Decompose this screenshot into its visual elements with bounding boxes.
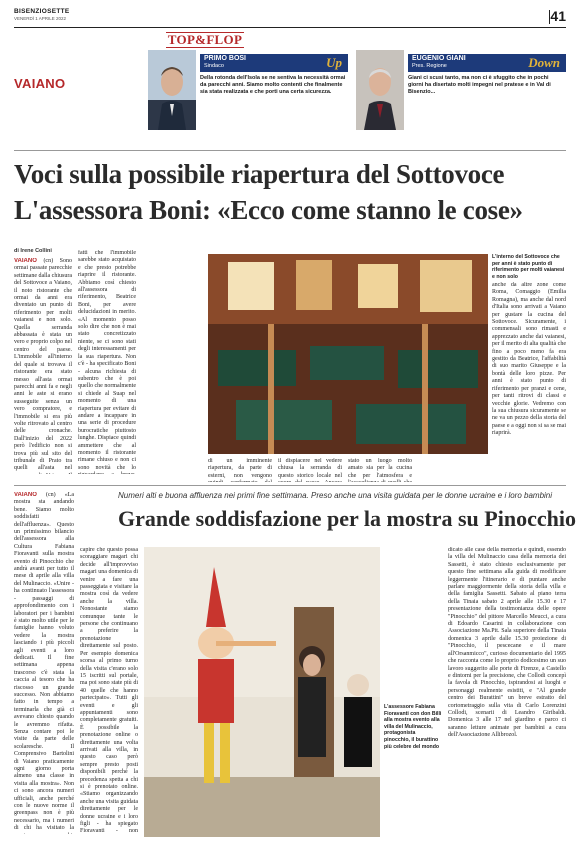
up-name: PRIMO BOSI xyxy=(204,55,247,62)
down-verdict: Down xyxy=(528,55,560,70)
article2-column-2: capire che questo possa scoraggiare magari chi decide all'improvviso magari una domenica di venire a fare una passeggiata e visitare la mostra così da vedere anche la villa. Nonostante siamo comunque tante le persone che continuano a preferire la prenotazione direttamente sul posto. Per esempio domenica scorsa al primo turno della visita c'erano solo 15 iscritti sul portale, ma poi sono state più di 40 quelle che hanno partecipato». Tutti gli eventi e gli appuntamenti sono completamente gratuiti. È possibile la prenotazione online o direttamente una volta arrivati alla villa, in questo caso però sempre presto posti disponibili perché la precedenza spetta a chi si è prenotato online. «Stiamo organizzando anche una visita guidata direttamente per le donne ucraine e i loro figli - ha spiegato Fioravanti - non xyxy=(80,547,138,834)
divider xyxy=(14,485,566,486)
article1-column-3: di un imminente riapertura, da parte di esterni, non vengono xyxy=(208,458,272,479)
pinocchio-exhibition-photo xyxy=(144,547,380,837)
up-name-bar xyxy=(200,54,348,72)
top-box xyxy=(148,50,348,130)
restaurant-interior-photo xyxy=(208,254,488,454)
article2-kicker: Numeri alti e buona affluenza nei primi fine settimana. Preso anche una visita guidata per le donne ucraine e i loro bambini xyxy=(118,491,553,500)
up-text: Della rotonda dell'Isola se ne sentiva la necessità ormai da parecchi anni. Siamo molto contenti che finalmente sia stata realizzata e che porti una certa sicurezza. xyxy=(200,75,346,96)
down-name-bar xyxy=(408,54,566,72)
article1-column-1 xyxy=(14,258,72,474)
article1-column-5: stato un luogo molto amato sia per la cucina che per l'atmosfera e xyxy=(348,458,412,479)
flop-box xyxy=(356,50,566,130)
dateline-tag: (cn) xyxy=(43,258,54,264)
down-name: EUGENIO GIANI xyxy=(412,55,466,62)
article1-headline-line2: L'assessora Boni: «Ecco come stanno le cose» xyxy=(14,195,523,225)
article1-byline: di Irene Collini xyxy=(14,248,52,254)
article2-column-1 xyxy=(14,492,74,834)
up-role: Sindaco xyxy=(204,63,224,69)
article2-col1-text: «La mostra sta andando bene. Siamo molto soddisfatti dell'affluenza». Questo un primissimo bilancio dell'assessora alla Cultura Fabiana Fioravanti sulla mostra evento di Pinocchio che andrà avanti per tutto il mese di aprile alla villa del Mulinaccio. «Unire - ha continuato l'assessora - passaggi di approfondimento con i laboratori per i bambini è stato molto utile per le famiglie hanno voluto vedere la mostra lasciando i più piccoli agli eventi a loro dedicati. Il fine settimana appena trascorso c'è stata la caccia al tesoro che ha riscosso un grande successo. Non abbiamo fatto in tempo a terminarla che già ci avevano chiesto quando le avremmo rifatta. Senza contare poi le visite da parte delle scolaresche. Il Comprensivo Bartolini di Vaiano praticamente ogni giorno porta almeno una classe in visita alla mostra». Non ci sono ancora numeri ufficiali, anche perché con le nuove norme il greenpass non è più necessario, ma i numeri di chi ha visitato la xyxy=(14,492,74,832)
dateline: VAIANO xyxy=(14,492,37,498)
photo1-caption: L'interno del Sottovoce che per anni è stato punto di riferimento per molti vaianesi e non solo xyxy=(492,254,565,280)
article1-column-2: fatti che l'immobile sarebbe stato acquistato e che presto potrebbe riaprire il ristorante. Abbiamo così chiesto all'assessora di riferimento, Beatrice Boni, per avere delucidazioni in merito. «Al momento posso solo dire che non è mai stato concretizzato niente, se ci sono stati degli interessamenti per la sua riapertura. Non c'è - ha specificato Boni - alcuna richiesta di subentro che è poi quello che normalmente si chiede al Suap nel momento di una riapertura per evitare di andare a incappare in una serie di procedure burocratiche piuttosto lunghe. Dispiace quindi ammettere che al momento il ristorante rimane chiuso e non ci sono novità che lo xyxy=(78,250,136,471)
portrait-photo-down xyxy=(356,50,404,130)
page-header xyxy=(14,8,566,28)
top-flop-brand: TOP&FLOP xyxy=(167,32,243,47)
publication-name: BISENZIOSETTE xyxy=(14,8,70,15)
page-number: 41 xyxy=(550,8,566,24)
article2-column-3: dicato alle case della memoria e quindi, essendo la villa del Mulinaccio casa della memoria dei Sassetti, è stato chiesto esclusivamente per questo fine settimana alla guida di modificare leggermente l'itinerario e di puntare anche parlare maggiormente della storia della villa e della famiglia Sassetti. Sabato al piano terra della Tinaia sabato 2 aprile alle 15.30 e 17 presentazione della testimonianza delle opere "Pinocchio" del pittore Marcello Meucci, a cura di Edoardo Casarini in collaborazione con Associazione Ma.Pit. Sala superiore della Tinaia domenica 3 aprile dalle 15.30 proiezione di "Pinocchio, il pescecane e il mare all'Orsanmicco", curioso documentario del 1995 che racconta come lo proprio dodicesimo un suo lavoro suggerito alle porte di Firenze, a Castello e dintorni per la precisione, che Collodi concepì la favola di Pinocchio, ispirandosi ai luoghi e personaggi realmente esistiti, e "Al grande centro dei Burattini" un breve estratto del cortometraggio sulla vita di Carlo Lorenzini Collodi, scenarii di Leandro Giribaldi. Domenica 3 alle 17 nel giardino e parco ci saranno letture animate per bambini a cura dell'Associazione Allibrozol. xyxy=(448,547,566,739)
down-role: Pres. Regione xyxy=(412,63,447,69)
article1-column-6: anche da altre zone come Roma, Comaggio (Emilia Romagna), ma anche dal nord d'Italia sono arrivati a Vaiano per gustare la cucina del Sottovoce. Sicuramente, i commensali sono rimasti e apprezzato anche dai vaianesi, per il merito di alta qualità che fino a poco meno fa era gestito da Beatrice, l'affabilità di suo marito Giuseppe e la bontà delle loro pizze. Per anni è stato punto di riferimento per pranzi e cene, per tanti ritrovi di classi e vecchie glorie. Vedremo con la sua chiusura sicuramente se ne va un pezzo della storia del paese e a oggi non si sa se mai riaprirà. xyxy=(492,282,566,437)
article2-headline: Grande soddisfazione per la mostra su Pinocchio xyxy=(118,506,576,531)
divider xyxy=(14,150,566,151)
article1-headline-line1: Voci sulla possibile riapertura del Sottovoce xyxy=(14,159,505,189)
photo2-caption: L'assessore Fabiana Fioravanti con don Billi alla mostra evento alla villa del Mulinaccio, protagonista pinocchio, il burattino più celebre del mondo xyxy=(384,704,442,750)
portrait-photo-up xyxy=(148,50,196,130)
publication-date: VENERDÌ 1 APRILE 2022 xyxy=(14,16,67,21)
dateline: VAIANO xyxy=(14,258,37,264)
section-label: VAIANO xyxy=(14,76,66,91)
article1-column-4: il dispiacere nel vedere chiusa la serranda di questo storico locale nel xyxy=(278,458,342,479)
article1-col1-text: Sono ormai passate parecchie settimane dalla chiusura del Sottovoce a Vaiano, il noto ristorante che ormai da anni era diventato un punto di riferimento per molti vaianesi e non solo. Quella serranda abbassata è stata un vero e proprio colpo nel centro del paese. L'immobile all'interno del quale si trovava il ristorante era stato messo all'asta ormai parecchi anni fa e negli anni le aste si erano susseguite senza un vero compratore, e l'immobile si era più volte ritrovato al centro delle cronache. Dall'inizio del 2022 però l'edificio non si trova più sul sito del tribunale di Prato tra quelli all'asta nel xyxy=(14,258,72,472)
down-text: Giani ci scusi tanto, ma non ci è sfuggito che in pochi giorni ha disertato molti impegni nel pratese e in Val di Bisenzio... xyxy=(408,75,551,96)
dateline-tag: (cn) xyxy=(45,492,56,498)
up-verdict: Up xyxy=(326,55,342,70)
